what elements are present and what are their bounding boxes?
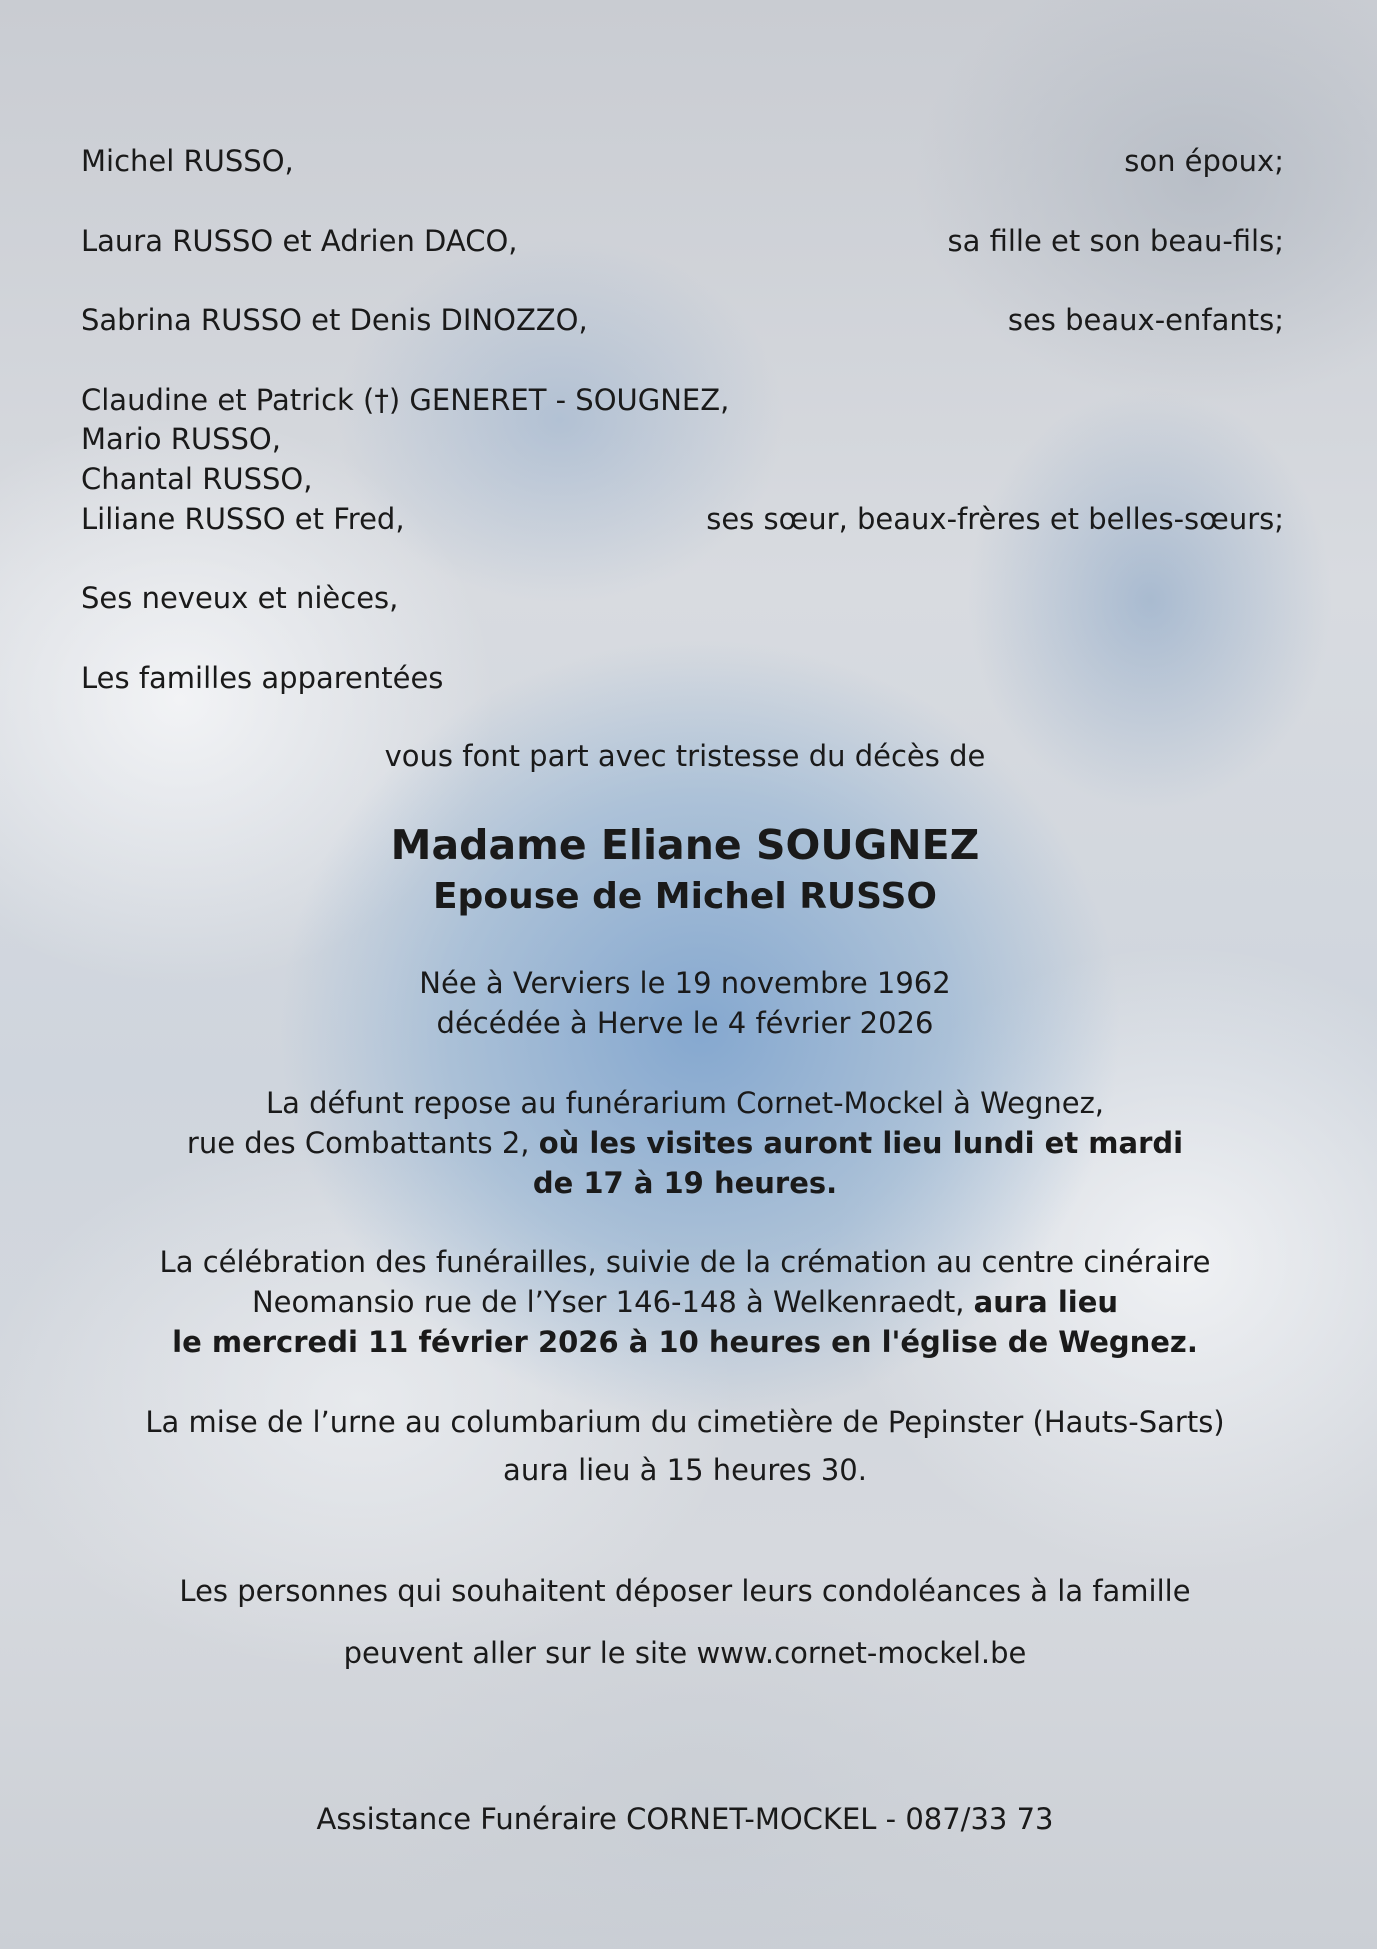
condolences-line-1: Les personnes qui souhaitent déposer leurs condoléances à la famille [179,1574,1191,1608]
visitation-line-2 [60,1123,1310,1163]
visitation-line-1: La défunt repose au funérarium Cornet-Mockel à Wegnez, [265,1086,1105,1120]
sibling-line: Claudine et Patrick (†) GENERET - SOUGNEZ, [81,383,730,417]
deceased-name: Madame Eliane SOUGNEZ [390,821,980,869]
urn-line-2: aura lieu à 15 heures 30. [503,1453,867,1487]
family-relation: ses sœur, beaux-frères et belles-sœurs; [706,502,1284,536]
footer-contact: Assistance Funéraire CORNET-MOCKEL - 087/33 73 [316,1802,1054,1836]
family-name: Michel RUSSO, [81,144,294,178]
visitation-line-3 [60,1163,1310,1203]
urn-line-1: La mise de l’urne au columbarium du cimetière de Pepinster (Hauts-Sarts) [145,1405,1225,1439]
family-name: Sabrina RUSSO et Denis DINOZZO, [81,303,588,337]
condolences-line-2: peuvent aller sur le site www.cornet-mockel.be [343,1636,1027,1670]
ceremony-line-3 [60,1322,1310,1362]
ceremony-datetime: le mercredi 11 février 2026 à 10 heures en l'église de Wegnez. [172,1325,1198,1359]
family-name: Liliane RUSSO et Fred, [81,502,405,536]
families-line: Les familles apparentées [81,661,444,695]
family-relation: sa fille et son beau-fils; [947,224,1284,258]
sibling-line: Mario RUSSO, [81,422,281,456]
nephews-line: Ses neveux et nièces, [81,581,399,615]
ceremony-line-1: La célébration des funérailles, suivie de la crémation au centre cinéraire [159,1245,1211,1279]
ceremony-location: Neomansio rue de l’Yser 146-148 à Welkenraedt, [251,1285,974,1319]
family-name: Laura RUSSO et Adrien DACO, [81,224,518,258]
ceremony-line-2 [60,1282,1310,1322]
deceased-spouse: Epouse de Michel RUSSO [432,876,938,917]
announcement-text: vous font part avec tristesse du décès de [384,739,986,773]
death-info: décédée à Herve le 4 février 2026 [436,1006,934,1040]
sibling-line: Chantal RUSSO, [81,462,313,496]
family-relation: ses beaux-enfants; [1007,303,1284,337]
visitation-address: rue des Combattants 2, [186,1126,539,1160]
family-relation: son époux; [1124,144,1284,178]
birth-info: Née à Verviers le 19 novembre 1962 [419,966,951,1000]
visitation-hours: de 17 à 19 heures. [532,1166,838,1200]
visitation-hours-intro: où les visites auront lieu lundi et mardi [538,1126,1184,1160]
ceremony-intro: aura lieu [973,1285,1119,1319]
